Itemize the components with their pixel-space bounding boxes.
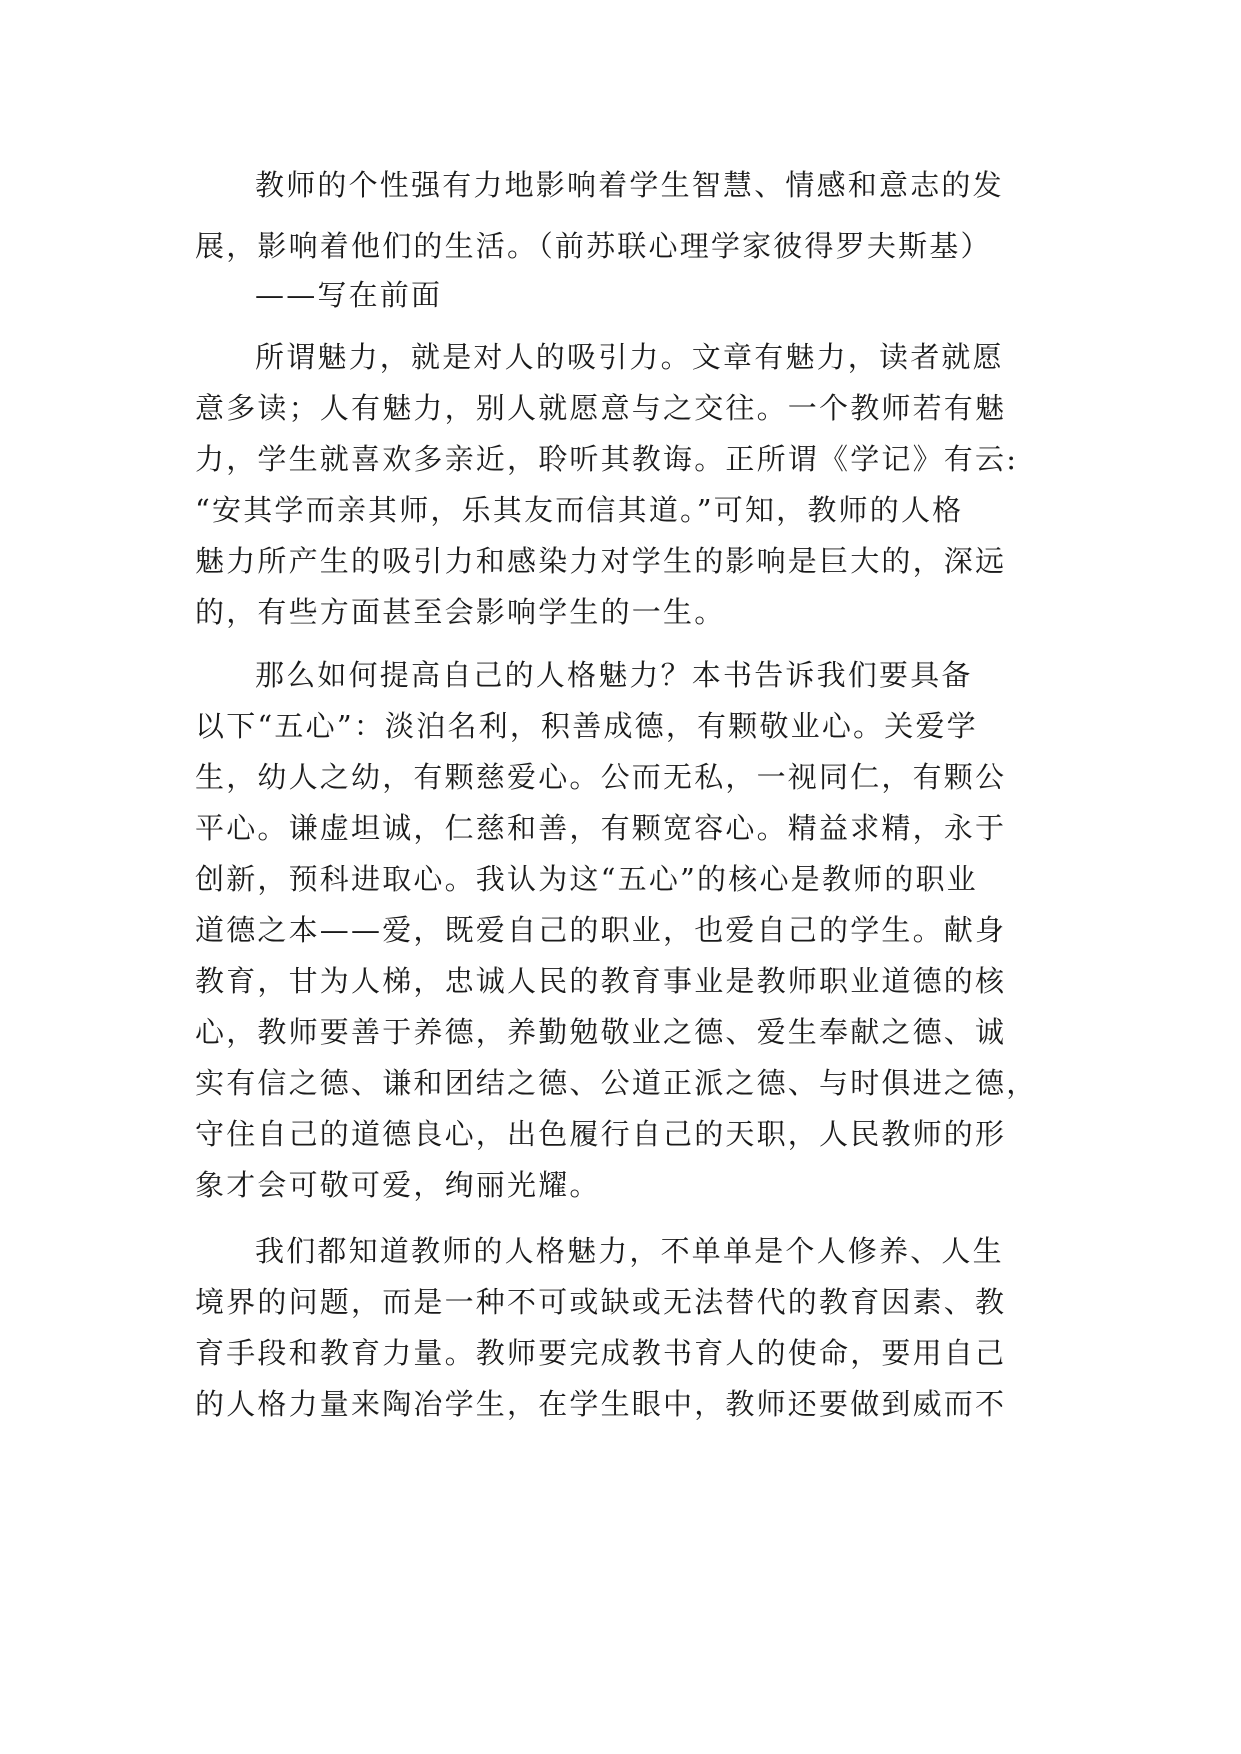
paragraph-2-line-9: 实有信之德、谦和团结之德、公道正派之德、与时俱进之德， [195,1066,1038,1100]
paragraph-2-line-2: 以下“五心”：淡泊名利，积善成德，有颗敬业心。关爱学 [195,709,978,743]
quote-line-2: 展，影响着他们的生活。（前苏联心理学家彼得罗夫斯基） [195,229,992,263]
paragraph-2-line-8: 心，教师要善于养德，养勤勉敬业之德、爱生奉献之德、诚 [195,1015,1007,1049]
paragraph-1-line-2: 意多读；人有魅力，别人就愿意与之交往。一个教师若有魅 [195,391,1007,425]
paragraph-2-line-6: 道德之本——爱，既爱自己的职业，也爱自己的学生。献身 [195,913,1007,947]
paragraph-1-line-3: 力，学生就喜欢多亲近，聆听其教诲。正所谓《学记》有云: [195,442,1019,476]
paragraph-2-line-11: 象才会可敬可爱，绚丽光耀。 [195,1168,601,1202]
paragraph-1-line-5: 魅力所产生的吸引力和感染力对学生的影响是巨大的，深远 [195,544,1007,578]
paragraph-2-line-4: 平心。谦虚坦诚，仁慈和善，有颗宽容心。精益求精，永于 [195,811,1007,845]
paragraph-3-line-1: 我们都知道教师的人格魅力，不单单是个人修养、人生 [255,1234,1004,1268]
paragraph-2-line-1: 那么如何提高自己的人格魅力？本书告诉我们要具备 [255,658,973,692]
paragraph-2-line-7: 教育，甘为人梯，忠诚人民的教育事业是教师职业道德的核 [195,964,1007,998]
paragraph-2-line-5: 创新，预科进取心。我认为这“五心”的核心是教师的职业 [195,862,978,896]
paragraph-1-line-1: 所谓魅力，就是对人的吸引力。文章有魅力，读者就愿 [255,340,1004,374]
preface-heading: ——写在前面 [255,278,443,312]
paragraph-3-line-4: 的人格力量来陶冶学生，在学生眼中，教师还要做到威而不 [195,1387,1007,1421]
paragraph-3-line-2: 境界的问题，而是一种不可或缺或无法替代的教育因素、教 [195,1285,1007,1319]
paragraph-2-line-3: 生，幼人之幼，有颗慈爱心。公而无私，一视同仁，有颗公 [195,760,1007,794]
paragraph-2-line-10: 守住自己的道德良心，出色履行自己的天职，人民教师的形 [195,1117,1007,1151]
quote-line-1: 教师的个性强有力地影响着学生智慧、情感和意志的发 [255,168,1004,202]
paragraph-3-line-3: 育手段和教育力量。教师要完成教书育人的使命，要用自己 [195,1336,1007,1370]
paragraph-1-line-4: “安其学而亲其师，乐其友而信其道。”可知，教师的人格 [195,493,964,527]
paragraph-1-line-6: 的，有些方面甚至会影响学生的一生。 [195,595,726,629]
